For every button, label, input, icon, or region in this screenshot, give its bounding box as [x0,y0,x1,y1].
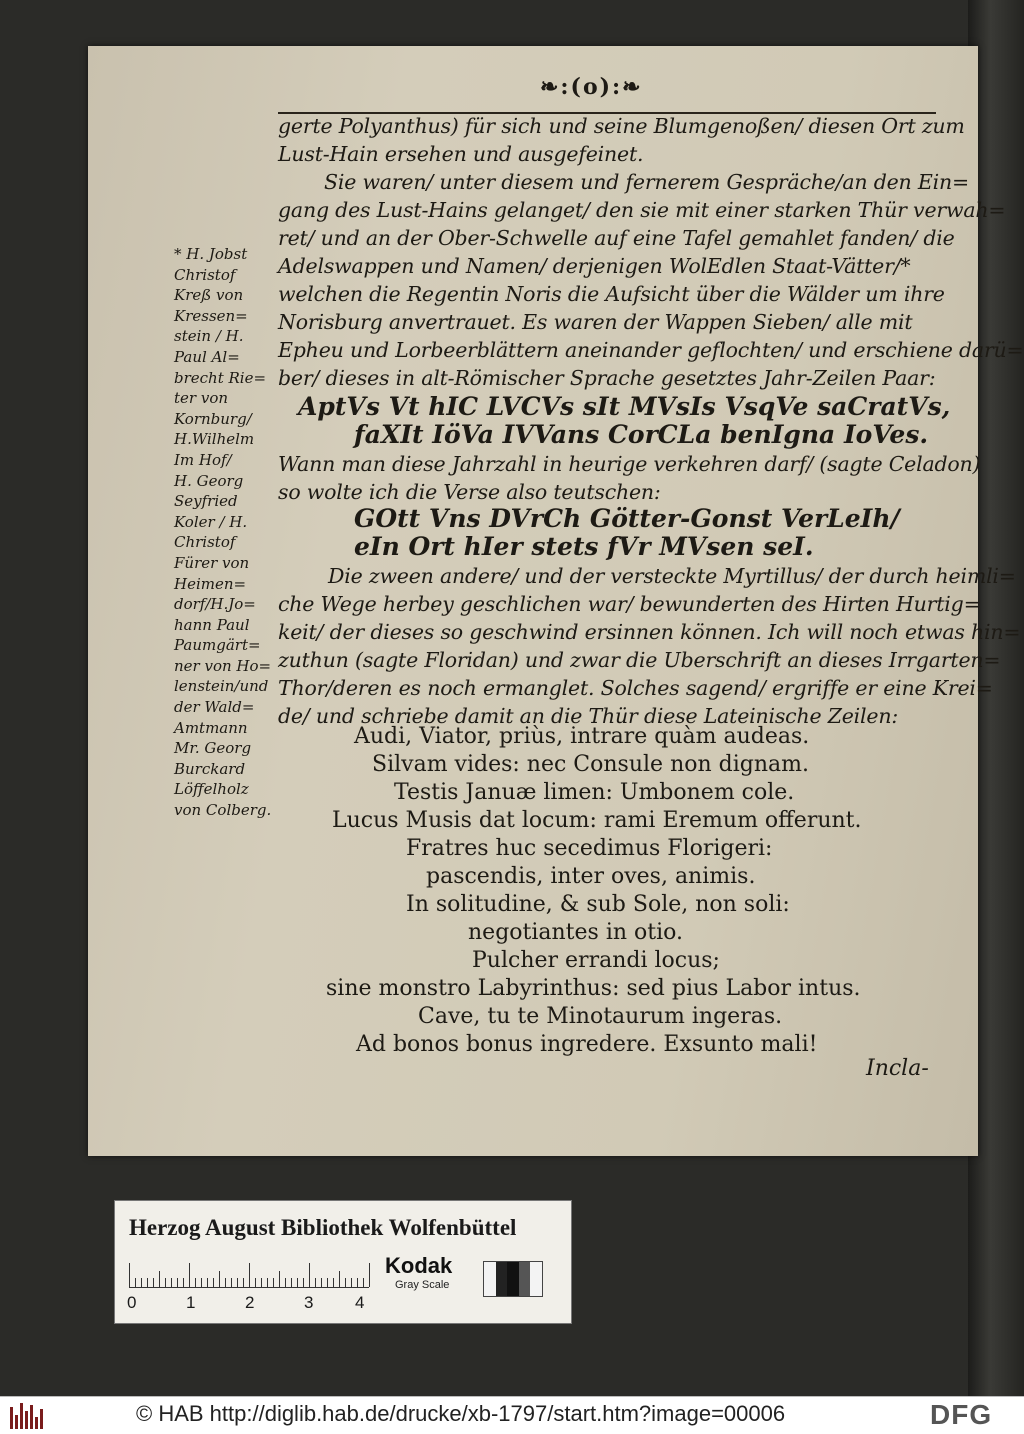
margin-line: Heimen= [174,574,247,593]
margin-line: H. Georg [174,471,244,490]
text-line: Die zween andere/ und der versteckte Myrtillus/ der durch heimli= [328,564,1016,588]
calibration-card [114,1200,572,1324]
margin-line: * H. Jobst [174,245,248,263]
margin-line: Paumgärt= [174,636,261,655]
footer-link[interactable]: © HAB http://diglib.hab.de/drucke/xb-1797/start.htm?image=00006 [136,1401,786,1426]
ruler-tick [237,1278,238,1287]
margin-line: Kreß von [174,286,244,305]
ruler-tick [171,1278,172,1287]
margin-line: Seyfried [174,492,238,511]
ruler-tick [297,1278,298,1287]
latin-line: pascendis, inter oves, animis. [426,864,756,889]
scale-number: 3 [304,1293,314,1312]
ruler-tick [339,1271,340,1287]
latin-line: Pulcher errandi locus; [472,948,720,973]
kodak-logo: Kodak [385,1253,453,1278]
latin-line: In solitudine, & sub Sole, non soli: [406,892,790,917]
ruler-tick [195,1278,196,1287]
text-line: Wann man diese Jahrzahl in heurige verkehren darf/ (sagte Celadon) [278,452,981,476]
text-line: Thor/deren es noch ermanglet. Solches sagend/ ergriffe er eine Krei= [278,676,993,700]
text-line: de/ und schriebe damit an die Thür diese Lateinische Zeilen: [278,704,899,728]
scale-number: 1 [186,1293,196,1312]
ruler-tick [201,1278,202,1287]
gray-patch [530,1262,542,1296]
margin-line: Fürer von [174,553,250,572]
chronogram-line: AptVs Vt hIC LVCVs sIt MVsIs VsqVe saCratVs, [298,392,951,421]
latin-line: Lucus Musis dat locum: rami Eremum offerunt. [332,808,862,833]
ruler-tick [333,1278,334,1287]
library-name: Herzog August Bibliothek Wolfenbüttel [129,1215,517,1240]
gray-patches [483,1261,543,1297]
ruler-tick [135,1278,136,1287]
scale-ruler [129,1261,369,1288]
scale-number: 0 [127,1293,137,1312]
margin-line: ter von [174,389,229,408]
margin-line: Koler / H. [174,512,248,531]
ruler-tick [213,1278,214,1287]
catchword: Incla- [866,1056,929,1081]
latin-line: Audi, Viator, priùs, intrare quàm audeas. [354,724,810,749]
ruler-tick [363,1278,364,1287]
ruler-tick [315,1278,316,1287]
ruler-tick [345,1278,346,1287]
chronogram-line: faXIt IöVa IVVans CorCLa benIgna IoVes. [354,420,929,449]
margin-line: H.Wilhelm [174,430,255,449]
ruler-tick [129,1263,130,1287]
margin-line: Christof [174,265,236,284]
margin-line: Paul Al= [174,347,240,366]
text-line: keit/ der dieses so geschwind ersinnen können. Ich will noch etwas hin= [278,620,1021,644]
margin-line: Christof [174,533,236,552]
ruler-tick [273,1278,274,1287]
ruler-tick [159,1271,160,1287]
ruler-tick [369,1263,370,1287]
latin-line: sine monstro Labyrinthus: sed pius Labor intus. [326,976,861,1001]
text-line: Adelswappen und Namen/ derjenigen WolEdlen Staat-Vätter/* [278,254,911,278]
latin-line: Testis Januæ limen: Umbonem cole. [394,780,795,805]
text-line: ber/ dieses in alt-Römischer Sprache gesetztes Jahr-Zeilen Paar: [278,366,936,390]
dfg-logo: DFG [930,1399,993,1430]
ruler-tick [267,1278,268,1287]
ruler-tick [303,1278,304,1287]
ruler-tick [225,1278,226,1287]
latin-line: Ad bonos bonus ingredere. Exsunto mali! [356,1032,818,1057]
margin-line: stein / H. [174,327,244,346]
margin-line: Kressen= [174,306,248,325]
ruler-tick [249,1263,250,1287]
header-ornament: ❧:(o):❧ [540,74,643,100]
ruler-tick [153,1278,154,1287]
text-line: che Wege herbey geschlichen war/ bewunderten des Hirten Hurtig= [278,592,981,616]
margin-line: hann Paul [174,615,250,634]
text-line: Norisburg anvertrauet. Es waren der Wappen Sieben/ alle mit [278,310,913,334]
gray-patch [484,1262,496,1296]
text-line: Lust-Hain ersehen und ausgefeinet. [278,142,644,166]
margin-line: Mr. Georg [174,739,252,758]
hab-logo-icon [10,1401,48,1429]
scale-number: 4 [355,1293,365,1312]
margin-line: lenstein/und [174,677,269,696]
margin-line: Amtmann [174,718,248,737]
margin-line: dorf/H.Jo= [174,595,256,614]
text-line: ret/ und an der Ober-Schwelle auf eine Tafel gemahlet fanden/ die [278,226,955,250]
chronogram-line: GOtt Vns DVrCh Götter-Gonst VerLeIh/ [354,504,900,533]
margin-line: der Wald= [174,698,255,717]
latin-line: Silvam vides: nec Consule non dignam. [372,752,809,777]
ruler-tick [207,1278,208,1287]
ruler-tick [255,1278,256,1287]
footer-bar [0,1396,1024,1434]
latin-line: Fratres huc secedimus Florigeri: [406,836,773,861]
ruler-tick [291,1278,292,1287]
scale-number: 2 [245,1293,255,1312]
text-line: gang des Lust-Hains gelanget/ den sie mit einer starken Thür verwah= [278,198,1006,222]
text-line: Epheu und Lorbeerblättern aneinander geflochten/ und erschiene darü= [278,338,1024,362]
ruler-tick [231,1278,232,1287]
gray-patch [519,1262,531,1296]
gray-scale-label: Gray Scale [395,1279,450,1291]
ruler-tick [219,1271,220,1287]
text-line: gerte Polyanthus) für sich und seine Blumgenoßen/ diesen Ort zum [278,114,965,138]
ruler-tick [177,1278,178,1287]
ruler-tick [327,1278,328,1287]
ruler-tick [189,1263,190,1287]
ruler-tick [285,1278,286,1287]
ruler-tick [309,1263,310,1287]
ruler-tick [183,1278,184,1287]
margin-line: von Colberg. [174,801,272,820]
latin-line: negotiantes in otio. [468,920,683,945]
margin-line: Kornburg/ [174,409,252,428]
margin-note [174,244,274,821]
text-line: Sie waren/ unter diesem und fernerem Gespräche/an den Ein= [324,170,969,194]
chronogram-line: eIn Ort hIer stets fVr MVsen seI. [354,532,814,561]
text-line: zuthun (sagte Floridan) und zwar die Uberschrift an dieses Irrgarten= [278,648,1001,672]
latin-line: Cave, tu te Minotaurum ingeras. [418,1004,783,1029]
ruler-tick [147,1278,148,1287]
book-page [88,46,1024,1156]
text-line: welchen die Regentin Noris die Aufsicht über die Wälder um ihre [278,282,945,306]
margin-line: brecht Rie= [174,368,267,387]
margin-line: Löffelholz [174,780,249,799]
text-line: so wolte ich die Verse also teutschen: [278,480,661,504]
margin-line: ner von Ho= [174,656,272,675]
ruler-tick [357,1278,358,1287]
ruler-tick [165,1278,166,1287]
margin-line: Im Hof/ [174,450,232,469]
ruler-tick [351,1278,352,1287]
ruler-tick [261,1278,262,1287]
gray-patch [507,1262,519,1296]
ruler-tick [141,1278,142,1287]
ruler-tick [279,1271,280,1287]
ruler-tick [321,1278,322,1287]
margin-line: Burckard [174,759,246,778]
gray-patch [496,1262,508,1296]
ruler-tick [243,1278,244,1287]
